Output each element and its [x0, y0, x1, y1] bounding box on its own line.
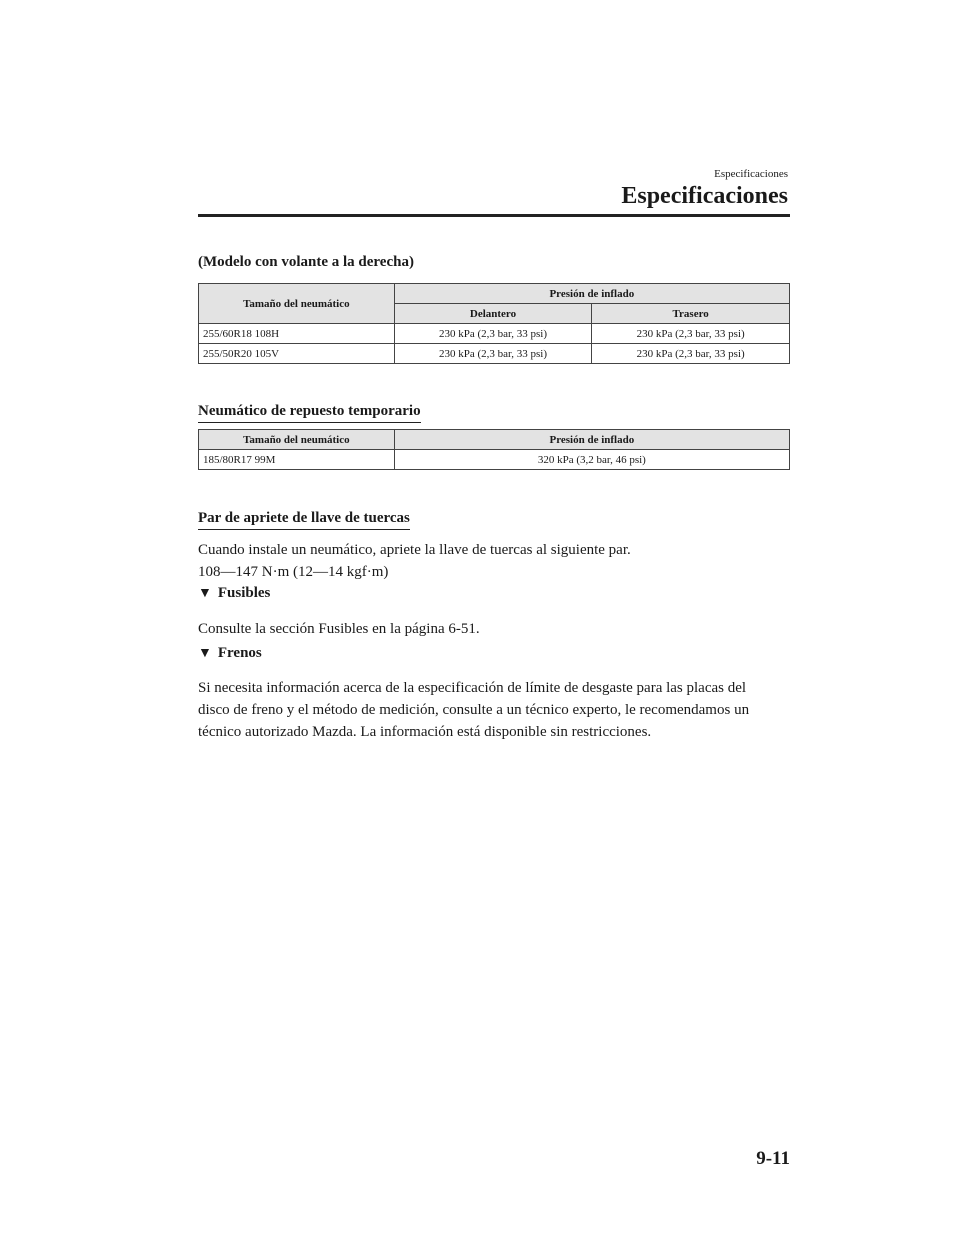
- brakes-topic: [198, 645, 262, 662]
- lug-torque-heading: Par de apriete de llave de tuercas: [198, 510, 410, 530]
- column-header-pressure: Presión de inflado: [394, 284, 789, 304]
- lug-torque-line-1: Cuando instale un neumático, apriete la llave de tuercas al siguiente par.: [198, 542, 631, 558]
- brakes-line-1: Si necesita información acerca de la especificación de límite de desgaste para las placas del: [198, 680, 747, 696]
- lug-torque-line-2: 108―147 N·m (12―14 kgf·m): [198, 564, 389, 580]
- header-section-small: Especificaciones: [714, 168, 788, 180]
- column-header-rear: Trasero: [592, 304, 790, 324]
- header-divider: [198, 214, 790, 217]
- table-row: [199, 344, 790, 364]
- brakes-line-3: técnico autorizado Mazda. La información está disponible sin restricciones.: [198, 724, 652, 740]
- column-header-front: Delantero: [394, 304, 592, 324]
- tire-size-cell: 185/80R17 99M: [199, 450, 395, 470]
- spare-tire-table: [198, 429, 790, 470]
- fuses-text: Consulte la sección Fusibles en la página 6-51.: [198, 621, 480, 637]
- table-row: [199, 324, 790, 344]
- lug-torque-text: [198, 539, 798, 583]
- brakes-heading: Frenos: [217, 645, 262, 661]
- table-row: [199, 450, 790, 470]
- fuses-topic: [198, 585, 270, 602]
- front-pressure-cell: 230 kPa (2,3 bar, 33 psi): [394, 324, 592, 344]
- brakes-line-2: disco de freno y el método de medición, consulte a un técnico experto, le recomendamos un: [198, 702, 750, 718]
- triangle-down-icon: ▼: [198, 646, 212, 661]
- rhd-table-caption: (Modelo con volante a la derecha): [198, 254, 414, 270]
- tire-size-cell: 255/60R18 108H: [199, 324, 395, 344]
- brakes-text: [198, 677, 798, 743]
- fuses-heading: Fusibles: [217, 585, 271, 601]
- rhd-pressure-table: [198, 283, 790, 364]
- triangle-down-icon: ▼: [198, 586, 212, 601]
- page-title: Especificaciones: [621, 183, 788, 209]
- rear-pressure-cell: 230 kPa (2,3 bar, 33 psi): [592, 344, 790, 364]
- spare-tire-heading: Neumático de repuesto temporario: [198, 403, 421, 423]
- column-header-tire-size: Tamaño del neumático: [199, 430, 395, 450]
- column-header-pressure: Presión de inflado: [394, 430, 789, 450]
- tire-size-cell: 255/50R20 105V: [199, 344, 395, 364]
- rear-pressure-cell: 230 kPa (2,3 bar, 33 psi): [592, 324, 790, 344]
- pressure-cell: 320 kPa (3,2 bar, 46 psi): [394, 450, 789, 470]
- column-header-tire-size: Tamaño del neumático: [199, 284, 395, 324]
- page-number: 9-11: [756, 1148, 790, 1169]
- front-pressure-cell: 230 kPa (2,3 bar, 33 psi): [394, 344, 592, 364]
